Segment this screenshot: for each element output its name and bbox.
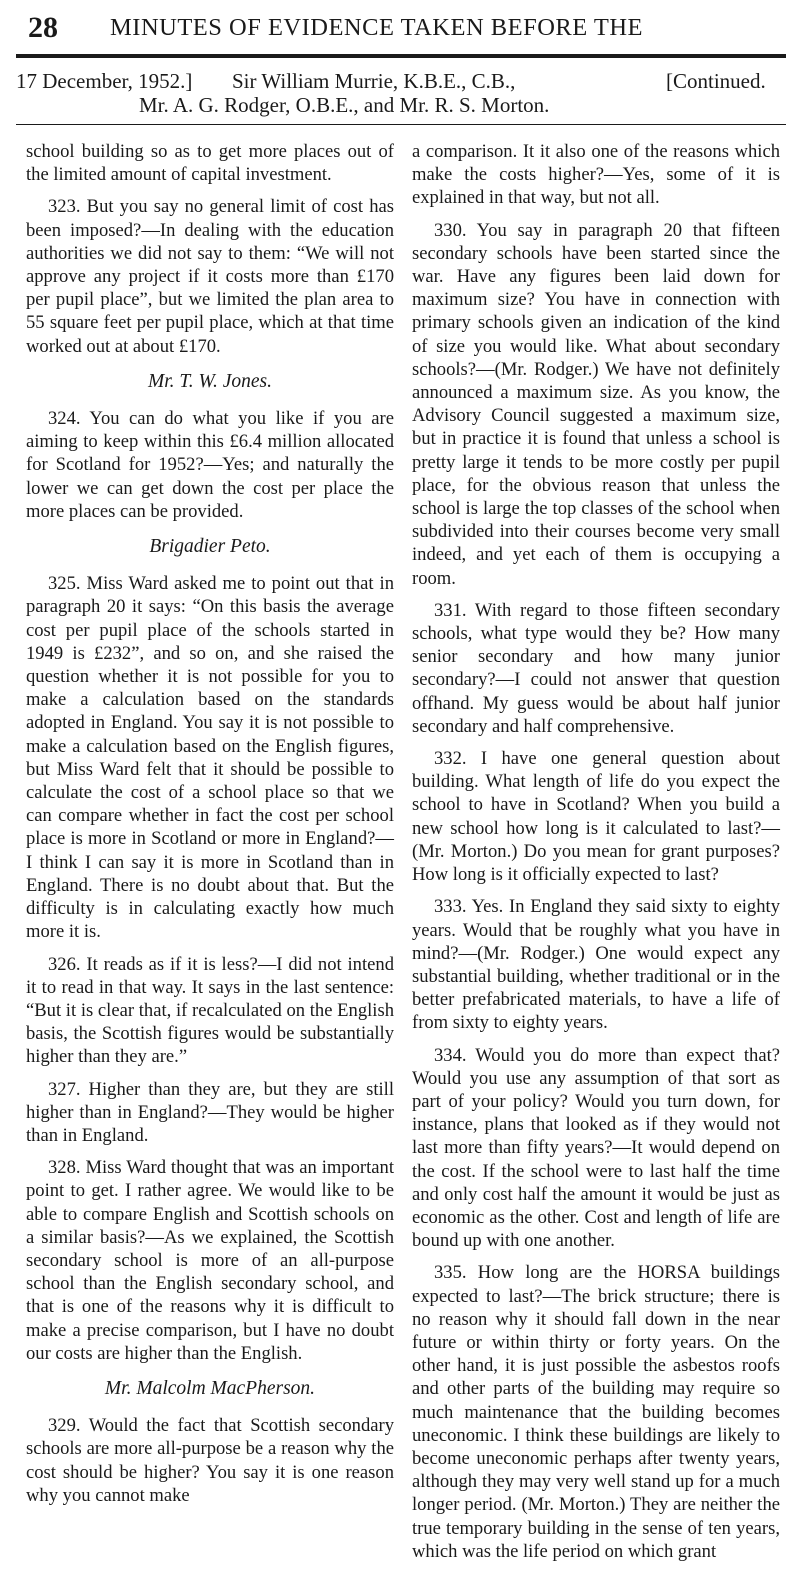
right-column xyxy=(412,140,780,1572)
page-number: 28 xyxy=(28,11,58,44)
speaker-name: Mr. T. W. Jones. xyxy=(147,370,273,392)
paragraph-327: 327. Higher than they are, but they are still higher than in England?—They would be higher than in England. xyxy=(26,1078,394,1146)
paragraph-332: 332. I have one general question about building. What length of life do you expect the school to have in Scotland? When you build a new school how long is it calculated to last?—(Mr. Morton.) Do you mean for grant purposes? How long is it officially expected to last? xyxy=(412,748,780,886)
header-rule-thin xyxy=(16,124,786,125)
running-title: MINUTES OF EVIDENCE TAKEN BEFORE THE xyxy=(110,14,644,41)
paragraph-324: 324. You can do what you like if you are aiming to keep within this £6.4 million allocated for Scotland for 1952?—Yes; and naturally the lower we can get down the cost per place the more places can be provided. xyxy=(26,408,394,522)
session-date: 17 December, 1952.] xyxy=(16,69,193,93)
speaker-heading xyxy=(26,370,394,393)
paragraph-333: 333. Yes. In England they said sixty to eighty years. Would that be roughly what you have in mind?—(Mr. Rodger.) One would expect any substantial building, whether traditional or in the better prefabricated materials, to have a life of from sixty to eighty years. xyxy=(412,896,780,1034)
paragraph-331: 331. With regard to those fifteen secondary schools, what type would they be? How many senior secondary and how many junior secondary?—I could not answer that question offhand. My guess would be about half junior secondary and half comprehensive. xyxy=(412,599,780,737)
header-rule-thick xyxy=(16,54,786,58)
paragraph-323: 323. But you say no general limit of cost has been imposed?—In dealing with the education authorities we did not say to them: “We will not approve any project if it costs more than £170 per pupil place”, but we limited the plan area to 55 square feet per pupil place, which at that time worked out at about £170. xyxy=(26,196,394,357)
paragraph-continuation: a comparison. It it also one of the reasons which make the costs higher?—Yes, some of it is explained in that way, but not all. xyxy=(412,141,780,209)
paragraph-326: 326. It reads as if it is less?—I did not intend it to read in that way. It says in the last sentence: “But it is clear that, if recalculated on the English basis, the Scottish figures would be substantially higher than they are.” xyxy=(26,953,394,1068)
paragraph-335: 335. How long are the HORSA buildings expected to last?—The brick structure; there is no reason why it should fall down in the near future or within thirty or forty years. On the other hand, it is just possible the asbestos roofs and other parts of the building may require so much maintenance that the building becomes uneconomic. I think these buildings are likely to become uneconomic perhaps after twenty years, although they may very well stand up for a much longer period. (Mr. Morton.) They are neither the true temporary building in the sense of ten years, which was the life period on which grant xyxy=(412,1262,780,1562)
speaker-heading xyxy=(26,1377,394,1400)
witnesses-line-2: Mr. A. G. Rodger, O.B.E., and Mr. R. S. Morton. xyxy=(139,93,550,117)
page-header xyxy=(28,8,778,48)
speaker-name: Mr. Malcolm MacPherson. xyxy=(104,1377,316,1399)
paragraph-329: 329. Would the fact that Scottish secondary schools are more all-purpose be a reason why the cost should be higher? You say it is one reason why you cannot make xyxy=(26,1415,394,1506)
paragraph-334: 334. Would you do more than expect that? Would you use any assumption of that sort as part of your policy? Would you turn down, for instance, plans that looked as if they would not last more than fifty years?—It would depend on the cost. If the school were to last half the time and only cost half the amount it would be just as economic as the other. Cost and length of life are bound up with one another. xyxy=(412,1044,780,1252)
paragraph-330: 330. You say in paragraph 20 that fifteen secondary schools have been started since the war. Have any figures been laid down for maximum size? You have in connection with primary schools given an indication of the kind of size you would like. What about secondary schools?—(Mr. Rodger.) We have not definitely announced a maximum size. As you know, the Advisory Council suggested a maximum size, but in practice it is found that unless a school is pretty large it tends to be more costly per pupil place, for the obvious reason that unless the school is large the top classes of the school when subdivided into their courses become very small indeed, and yet each of them is occupying a room. xyxy=(412,219,780,589)
paragraph-continuation: school building so as to get more places out of the limited amount of capital investment. xyxy=(26,141,394,186)
paragraph-325: 325. Miss Ward asked me to point out that in paragraph 20 it says: “On this basis the average cost per pupil place of the schools started in 1949 is £232”, and so on, and she raised the question whether it is not possible for you to make a calculation based on the standards adopted in England. You say it is not possible to make a calculation based on the English figures, but Miss Ward felt that it should be possible to calculate the cost of a school place so that we can compare whether in fact the cost per school place is more in Scotland or more in England?—I think I can say it is more in Scotland than in England. There is no doubt about that. But the difficulty is in calculating exactly how much more it is. xyxy=(26,573,394,943)
continued-marker: [Continued. xyxy=(666,69,766,93)
speaker-name: Brigadier Peto. xyxy=(149,536,271,558)
paragraph-328: 328. Miss Ward thought that was an important point to get. I rather agree. We would like to be able to compare English and Scottish schools on a similar basis?—As we explained, the Scottish secondary school is more of an all-purpose school than the English secondary school, and that is one of the reasons why it is difficult to make a precise comparison, but I have no doubt our costs are higher than the English. xyxy=(26,1157,394,1364)
left-column xyxy=(26,140,394,1516)
speaker-heading xyxy=(26,535,394,558)
witnesses-line-1: Sir William Murrie, K.B.E., C.B., xyxy=(232,69,516,93)
